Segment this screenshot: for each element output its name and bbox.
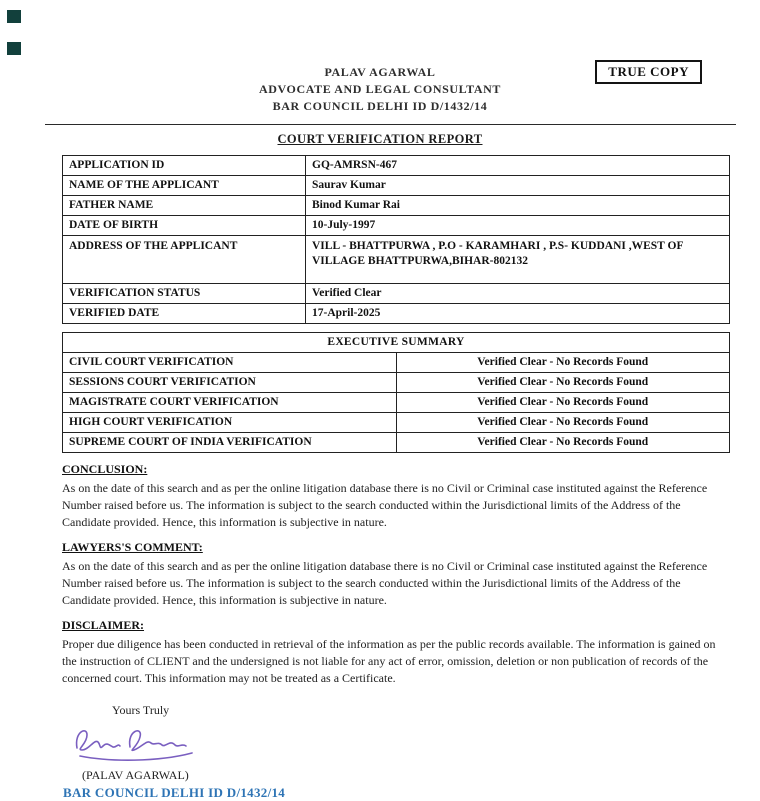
disclaimer-section <box>62 618 730 687</box>
closing-salutation: Yours Truly <box>112 703 170 717</box>
signatory-name: (PALAV AGARWAL) <box>82 768 189 782</box>
detail-label: APPLICATION ID <box>63 156 306 176</box>
summary-label: SUPREME COURT OF INDIA VERIFICATION <box>63 433 397 453</box>
letterhead <box>0 0 760 115</box>
detail-label: FATHER NAME <box>63 196 306 216</box>
executive-summary-table <box>62 332 730 453</box>
applicant-details-table <box>62 155 730 324</box>
summary-label: CIVIL COURT VERIFICATION <box>63 353 397 373</box>
table-row <box>63 373 730 393</box>
corner-mark-top <box>7 10 21 23</box>
summary-value: Verified Clear - No Records Found <box>396 393 730 413</box>
lawyers-comment-section <box>62 540 730 609</box>
signature-image <box>70 722 760 768</box>
detail-value: 17-April-2025 <box>306 304 730 324</box>
summary-label: HIGH COURT VERIFICATION <box>63 413 397 433</box>
conclusion-section <box>62 462 730 531</box>
detail-label: VERIFIED DATE <box>63 304 306 324</box>
detail-value: GQ-AMRSN-467 <box>306 156 730 176</box>
table-row <box>63 333 730 353</box>
header-divider <box>45 124 736 125</box>
disclaimer-heading: DISCLAIMER: <box>62 618 145 632</box>
table-row <box>63 393 730 413</box>
detail-label: DATE OF BIRTH <box>63 216 306 236</box>
detail-value: Verified Clear <box>306 284 730 304</box>
report-title: COURT VERIFICATION REPORT <box>277 132 483 146</box>
detail-value: 10-July-1997 <box>306 216 730 236</box>
conclusion-body: As on the date of this search and as per the online litigation database there is no Civil or Criminal case instituted against the Reference Number raised before us. The information is subject to the search conducted within the Jurisdictional limits of the Address of the Candidate provided. Hence, this information is subjective in nature. <box>62 481 708 529</box>
corner-mark-bottom <box>7 42 21 55</box>
detail-value: Binod Kumar Rai <box>306 196 730 216</box>
detail-label: ADDRESS OF THE APPLICANT <box>63 236 306 284</box>
table-row <box>63 304 730 324</box>
detail-label: VERIFICATION STATUS <box>63 284 306 304</box>
summary-value: Verified Clear - No Records Found <box>396 353 730 373</box>
detail-label: NAME OF THE APPLICANT <box>63 176 306 196</box>
table-row <box>63 156 730 176</box>
summary-label: SESSIONS COURT VERIFICATION <box>63 373 397 393</box>
table-row <box>63 353 730 373</box>
table-row <box>63 236 730 284</box>
table-row <box>63 196 730 216</box>
true-copy-stamp: TRUE COPY <box>595 60 702 84</box>
table-row <box>63 216 730 236</box>
table-row <box>63 413 730 433</box>
conclusion-heading: CONCLUSION: <box>62 462 148 476</box>
table-row <box>63 284 730 304</box>
table-row <box>63 433 730 453</box>
summary-label: MAGISTRATE COURT VERIFICATION <box>63 393 397 413</box>
summary-value: Verified Clear - No Records Found <box>396 413 730 433</box>
letterhead-designation: ADVOCATE AND LEGAL CONSULTANT <box>259 82 501 96</box>
handwritten-signature-icon <box>70 722 202 766</box>
summary-value: Verified Clear - No Records Found <box>396 433 730 453</box>
lawyers-comment-body: As on the date of this search and as per the online litigation database there is no Civil or Criminal case instituted against the Reference Number raised before us. The information is subject to the search conducted within the Jurisdictional limits of the Address of the Candidate provided. Hence, this information is subjective in nature. <box>62 559 708 607</box>
letterhead-bar-id: BAR COUNCIL DELHI ID D/1432/14 <box>272 99 488 113</box>
signatory-bar-id: BAR COUNCIL DELHI ID D/1432/14 <box>63 785 286 800</box>
table-row <box>63 176 730 196</box>
summary-value: Verified Clear - No Records Found <box>396 373 730 393</box>
disclaimer-body: Proper due diligence has been conducted in retrieval of the information as per the public records available. The information is gained on the instruction of CLIENT and the undersigned is not liable for any act of error, omission, deletion or non publication of records of the concerned court. This information may not be treated as a Certificate. <box>62 637 716 685</box>
detail-value: Saurav Kumar <box>306 176 730 196</box>
lawyers-comment-heading: LAWYERS'S COMMENT: <box>62 540 203 554</box>
detail-value: VILL - BHATTPURWA , P.O - KARAMHARI , P.S- KUDDANI ,WEST OF VILLAGE BHATTPURWA,BIHAR-802132 <box>306 236 730 284</box>
letterhead-name: PALAV AGARWAL <box>324 65 436 79</box>
executive-summary-title: EXECUTIVE SUMMARY <box>63 333 730 353</box>
